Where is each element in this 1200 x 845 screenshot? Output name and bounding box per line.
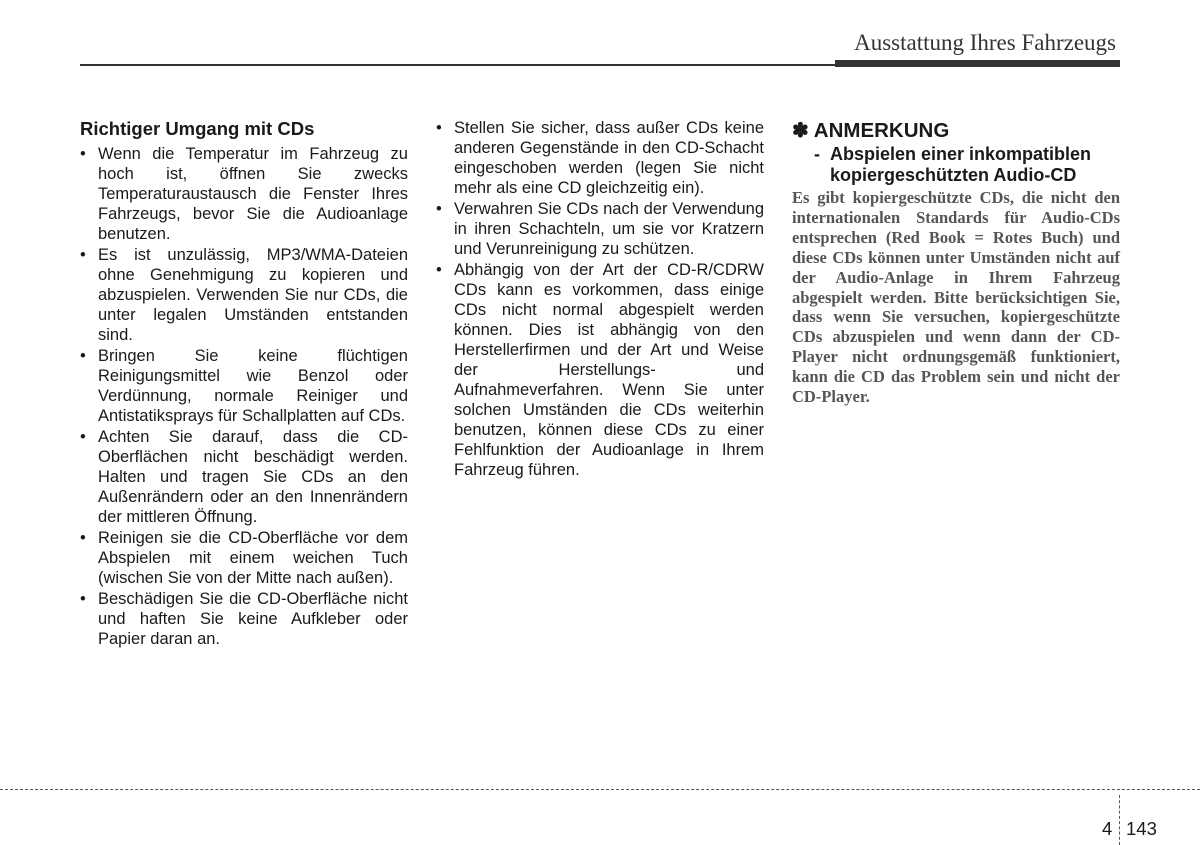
list-item: • Stellen Sie sicher, dass außer CDs keine anderen Gegenstände in den CD-Schacht eingeschoben werden (legen Sie nicht mehr als eine CD gleichzeitig ein). <box>436 118 764 198</box>
header-rule-accent <box>835 60 1120 67</box>
page-number: 143 <box>1126 818 1157 839</box>
list-item: • Beschädigen Sie die CD-Oberfläche nicht und haften Sie keine Aufkleber oder Papier daran an. <box>80 589 408 649</box>
note-dash: - <box>814 144 820 164</box>
note-heading <box>792 118 1120 143</box>
list-item: • Reinigen sie die CD-Oberfläche vor dem Abspielen mit einem weichen Tuch (wischen Sie von der Mitte nach außen). <box>80 528 408 588</box>
page-header-title: Ausstattung Ihres Fahrzeugs <box>854 30 1116 55</box>
cd-care-list-continued <box>436 118 764 480</box>
header-rule <box>80 64 835 66</box>
list-item: • Wenn die Temperatur im Fahrzeug zu hoch ist, öffnen Sie zwecks Temperaturaustausch die Fenster Ihres Fahrzeugs, bevor Sie die Audioanlage benutzen. <box>80 144 408 244</box>
cd-care-list <box>80 144 408 649</box>
chapter-number: 4 <box>1102 818 1113 839</box>
left-column <box>80 118 408 650</box>
footer-rule <box>0 789 1200 790</box>
note-column <box>792 118 1120 407</box>
list-item: • Bringen Sie keine flüchtigen Reinigungsmittel wie Benzol oder Verdünnung, normale Reiniger und Antistatiksprays für Schallplatten auf CDs. <box>80 346 408 426</box>
list-item: • Achten Sie darauf, dass die CD-Oberflächen nicht beschädigt werden. Halten und tragen Sie CDs an den Außenrändern oder an den Innenrändern der mittleren Öffnung. <box>80 427 408 527</box>
section-heading: Richtiger Umgang mit CDs <box>80 118 315 139</box>
list-item: • Abhängig von der Art der CD-R/CDRW CDs kann es vorkommen, dass einige CDs nicht normal abgespielt werden können. Dies ist abhängig von den Herstellerfirmen und der Art und Weise der Herstellungs- und Aufnahmeverfahren. Wenn Sie unter solchen Umständen die CDs weiterhin benutzen, können diese CDs zu einer Fehlfunktion der Audioanlage in Ihrem Fahrzeug führen. <box>436 260 764 480</box>
list-item: • Es ist unzulässig, MP3/WMA-Dateien ohne Genehmigung zu kopieren und abzuspielen. Verwenden Sie nur CDs, die unter legalen Umständen entstanden sind. <box>80 245 408 345</box>
note-subtitle: Abspielen einer inkompatiblen kopiergeschützten Audio-CD <box>830 144 1092 185</box>
note-subheading <box>792 144 1120 186</box>
middle-column <box>436 118 764 481</box>
note-body: Es gibt kopiergeschützte CDs, die nicht den internationalen Standards für Audio-CDs entsprechen (Red Book = Rotes Buch) und diese CDs können unter Umständen nicht auf der Audio-Anlage in Ihrem Fahrzeug abgespielt werden. Bitte berücksichtigen Sie, dass wenn Sie versuchen, kopiergeschützte CDs abzuspielen und wenn dann der CD-Player nicht ordnungsgemäß funktioniert, kann die CD das Problem sein und nicht der CD-Player. <box>792 188 1120 407</box>
note-title: ANMERKUNG <box>813 118 950 142</box>
footer-separator <box>1119 795 1120 845</box>
asterisk-icon: ✽ <box>792 120 809 142</box>
list-item: • Verwahren Sie CDs nach der Verwendung in ihren Schachteln, um sie vor Kratzern und Verunreinigung zu schützen. <box>436 199 764 259</box>
